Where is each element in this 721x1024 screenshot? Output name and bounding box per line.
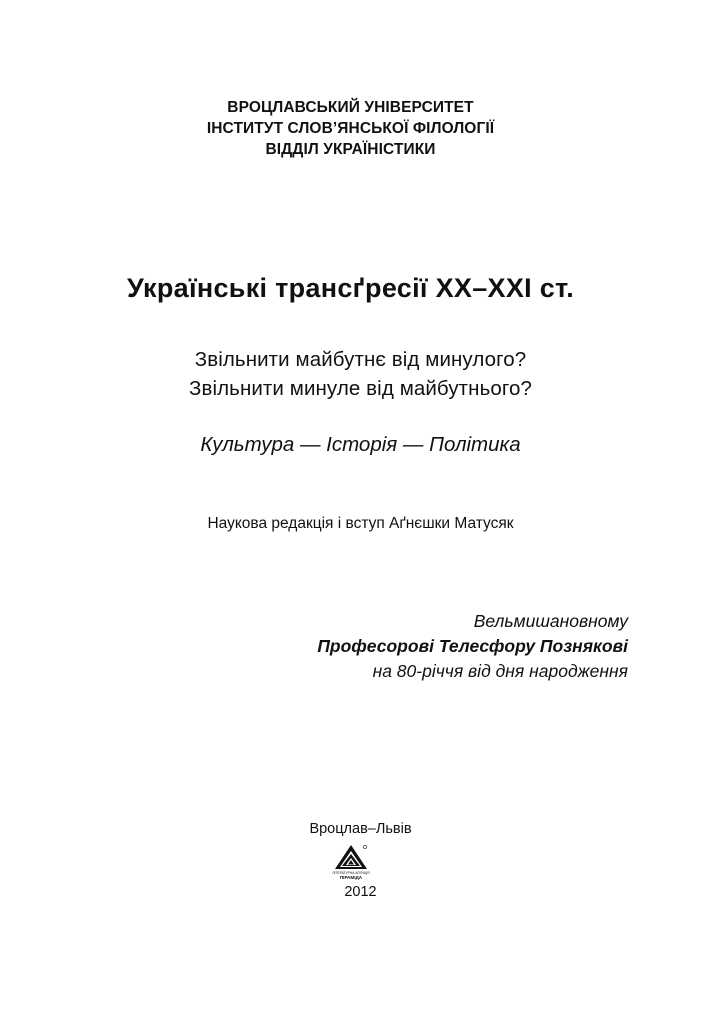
dedication-line-3: на 80-річчя від дня народження bbox=[372, 661, 628, 681]
publication-year: 2012 bbox=[344, 884, 377, 900]
university-name: ВРОЦЛАВСЬКИЙ УНІВЕРСИТЕТ bbox=[227, 99, 474, 116]
subtitle-line-2: Звільнити минуле від майбутнього? bbox=[188, 377, 532, 400]
book-topics: Культура — Історія — Політика bbox=[200, 433, 521, 456]
dedication-line-1: Вельмишановному bbox=[473, 611, 628, 631]
svg-text:ПІРАМІДА: ПІРАМІДА bbox=[339, 875, 363, 880]
editor-credit: Наукова редакція і вступ Аґнєшки Матусяк bbox=[207, 515, 514, 532]
dedication bbox=[317, 609, 628, 684]
book-title: Українські трансґресії XX–XXI ст. bbox=[126, 273, 575, 303]
department-name: ВІДДІЛ УКРАЇНІСТИКИ bbox=[265, 141, 436, 158]
pyramid-logo-icon bbox=[331, 843, 371, 881]
institution-header bbox=[0, 97, 711, 160]
subtitle-line-1: Звільнити майбутнє від минулого? bbox=[194, 348, 527, 371]
book-subtitle bbox=[0, 345, 721, 403]
svg-text:ЛІТЕРАТУРНА АГЕНЦІЯ: ЛІТЕРАТУРНА АГЕНЦІЯ bbox=[332, 871, 370, 875]
publication-place: Вроцлав–Львів bbox=[309, 821, 412, 837]
institute-name: ІНСТИТУТ СЛОВ’ЯНСЬКОЇ ФІЛОЛОГІЇ bbox=[206, 120, 495, 137]
dedication-line-2: Професорові Телесфору Познякові bbox=[317, 636, 628, 656]
